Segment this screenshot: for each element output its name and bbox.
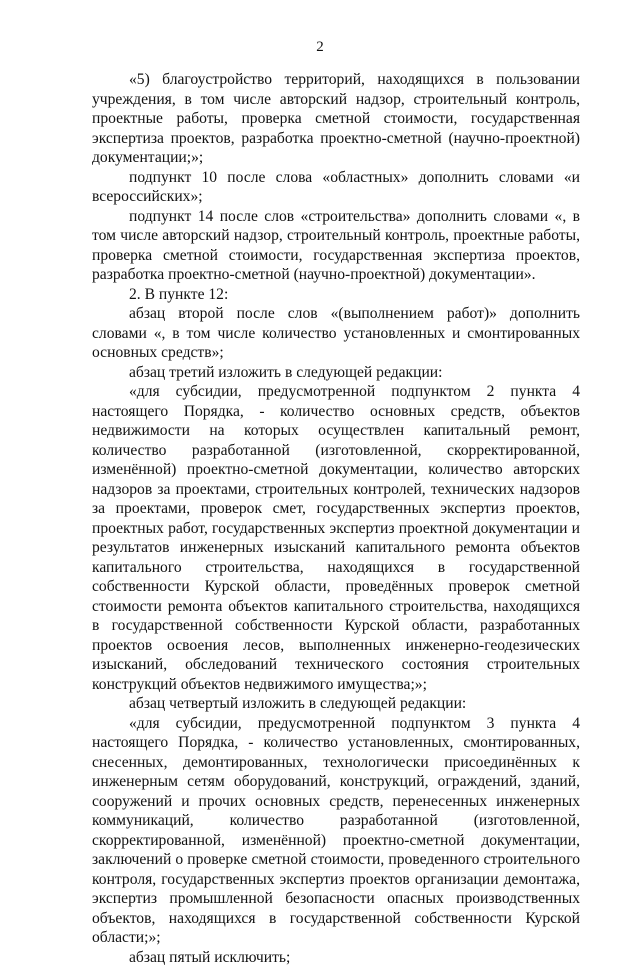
paragraph-item-5-amendment: «5) благоустройство территорий, находящихся в пользовании учреждения, в том числе авторский надзор, строительный контроль, проектные работы, проверка сметной стоимости, государственная экспертиза проектов, разработка проектно-сметной (научно-проектной) документации;»;	[92, 70, 580, 168]
paragraph-subpoint-14: подпункт 14 после слов «строительства» дополнить словами «, в том числе авторский надзор, строительный контроль, проектные работы, проверка сметной стоимости, государственная экспертиза проектов, разработка проектно-сметной (научно-проектной) документации».	[92, 207, 580, 285]
paragraph-fourth-abzac-intro: абзац четвертый изложить в следующей редакции:	[92, 694, 580, 714]
document-body	[92, 70, 580, 967]
paragraph-subsidy-subpoint-3: «для субсидии, предусмотренной подпунктом 3 пункта 4 настоящего Порядка, - количество установленных, смонтированных, снесенных, демонтированных, технологически присоединённых к инженерным сетям оборудований, конструкций, ограждений, зданий, сооружений и прочих основных средств, перенесенных инженерных коммуникаций, количество разработанной (изготовленной, скорректированной, изменённой) проектно-сметной документации, заключений о проверке сметной стоимости, проведенного строительного контроля, государственных экспертиз проектов организации демонтажа, экспертиз промышленной безопасности опасных производственных объектов, находящихся в государственной собственности Курской области;»;	[92, 714, 580, 948]
paragraph-fifth-abzac-removed: абзац пятый исключить;	[92, 948, 580, 967]
paragraph-subpoint-10: подпункт 10 после слова «областных» дополнить словами «и всероссийских»;	[92, 168, 580, 207]
paragraph-subsidy-subpoint-2: «для субсидии, предусмотренной подпунктом 2 пункта 4 настоящего Порядка, - количество основных средств, объектов недвижимости на которых осуществлен капитальный ремонт, количество разработанной (изготовленной, скорректированной, изменённой) проектно-сметной документации, количество авторских надзоров за проектами, строительных контролей, технических надзоров за проектами, проверок смет, государственных экспертиз проектов, проектных работ, государственных экспертиз проектной документации и результатов инженерных изысканий капитального ремонта объектов капитального строительства, находящихся в государственной собственности Курской области, проведённых проверок сметной стоимости ремонта объектов капитального строительства, находящихся в государственной собственности Курской области, разработанных проектов освоения лесов, выполненных инженерно-геодезических изысканий, обследований технического состояния строительных конструкций объектов недвижимого имущества;»;	[92, 382, 580, 694]
paragraph-second-abzac: абзац второй после слов «(выполнением работ)» дополнить словами «, в том числе количество установленных и смонтированных основных средств»;	[92, 304, 580, 363]
paragraph-third-abzac-intro: абзац третий изложить в следующей редакции:	[92, 363, 580, 383]
paragraph-point-12-heading: 2. В пункте 12:	[92, 285, 580, 305]
page-number: 2	[0, 38, 640, 56]
